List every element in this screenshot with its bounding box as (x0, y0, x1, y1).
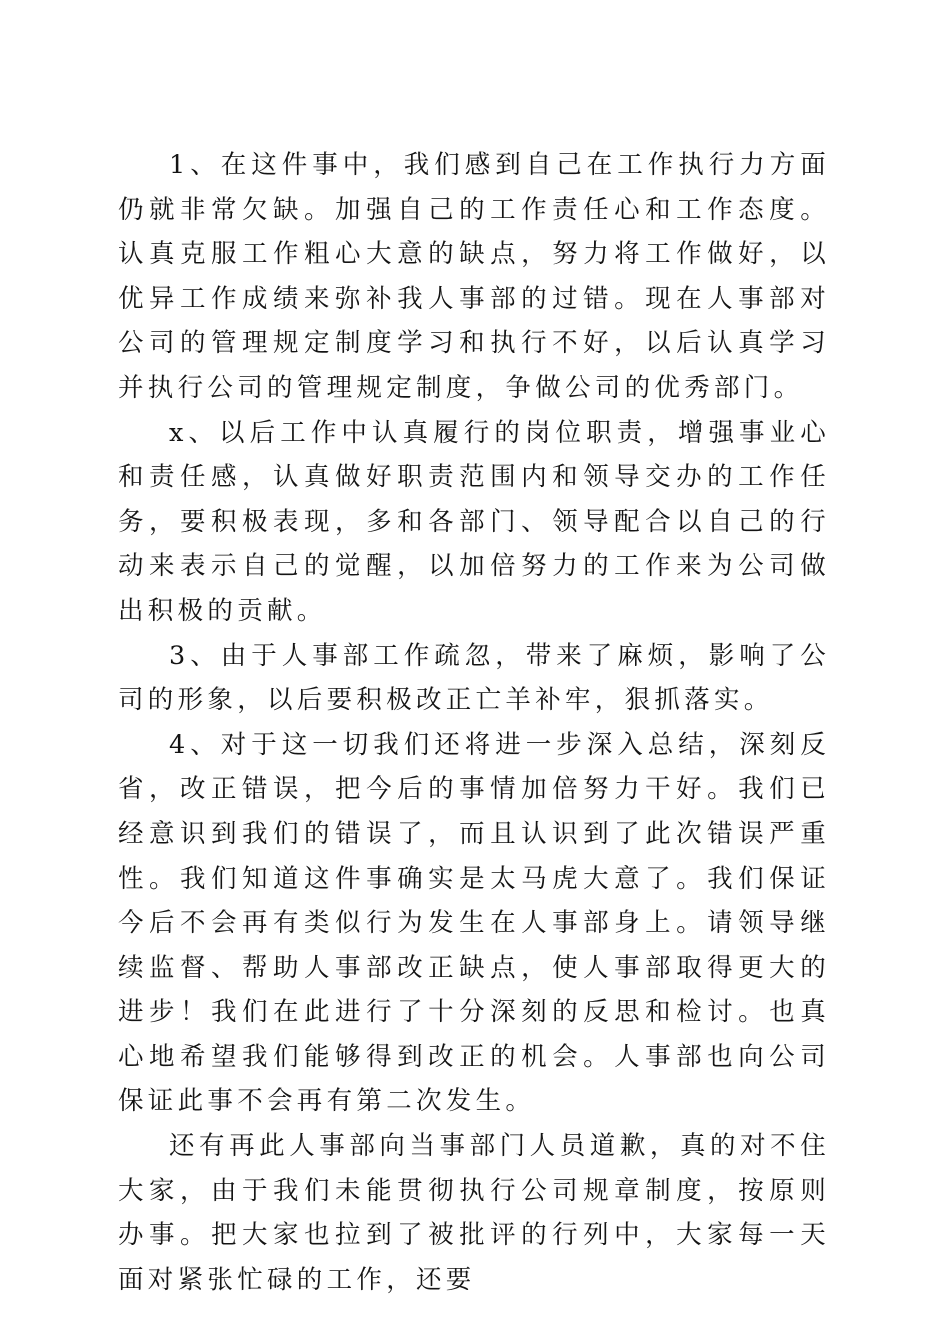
paragraph-3: 3、由于人事部工作疏忽，带来了麻烦，影响了公司的形象，以后要积极改正亡羊补牢，狠抓落实。 (118, 640, 830, 716)
paragraph-2: x、以后工作中认真履行的岗位职责，增强事业心和责任感，认真做好职责范围内和领导交办的工作任务，要积极表现，多和各部门、领导配合以自己的行动来表示自己的觉醒，以加倍努力的工作来为公司做出积极的贡献。 (118, 417, 830, 626)
paragraph-5: 还有再此人事部向当事部门人员道歉，真的对不住大家，由于我们未能贯彻执行公司规章制度，按原则办事。把大家也拉到了被批评的行列中，大家每一天面对紧张忙碌的工作，还要 (118, 1131, 830, 1295)
document-body (118, 143, 830, 1302)
paragraph-4: 4、对于这一切我们还将进一步深入总结，深刻反省，改正错误，把今后的事情加倍努力干好。我们已经意识到我们的错误了，而且认识到了此次错误严重性。我们知道这件事确实是太马虎大意了。我们保证今后不会再有类似行为发生在人事部身上。请领导继续监督、帮助人事部改正缺点，使人事部取得更大的进步！我们在此进行了十分深刻的反思和检讨。也真心地希望我们能够得到改正的机会。人事部也向公司保证此事不会再有第二次发生。 (118, 729, 830, 1117)
paragraph-1: 1、在这件事中，我们感到自己在工作执行力方面仍就非常欠缺。加强自己的工作责任心和工作态度。认真克服工作粗心大意的缺点，努力将工作做好，以优异工作成绩来弥补我人事部的过错。现在人事部对公司的管理规定制度学习和执行不好，以后认真学习并执行公司的管理规定制度，争做公司的优秀部门。 (118, 150, 830, 403)
